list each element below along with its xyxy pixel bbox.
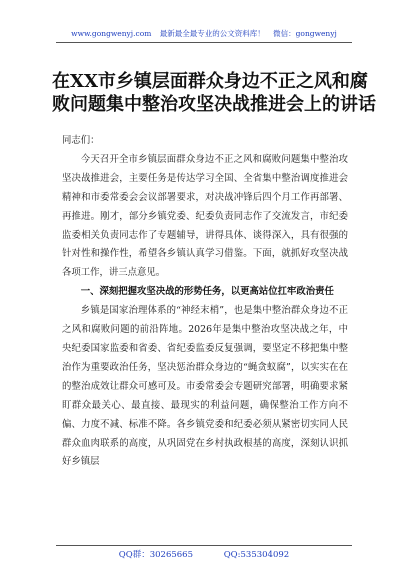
footer-qq-group: QQ群：30265665 — [118, 550, 193, 560]
footer-divider — [56, 545, 352, 546]
title-line-1: 在XX市乡镇层面群众身边不正之风和腐 — [52, 71, 368, 92]
section-heading-1: 一、深刻把握攻坚决战的形势任务，以更高站位扛牢政治责任 — [80, 286, 334, 298]
footer — [0, 548, 408, 560]
document-body — [62, 132, 348, 472]
header-site-link[interactable]: www.gongwenyj.com — [71, 29, 152, 38]
footer-qq-contact: QQ:535304092 — [223, 550, 290, 560]
header-divider — [56, 42, 352, 43]
salutation: 同志们： — [62, 135, 100, 146]
document-title — [52, 70, 376, 116]
header-slogan: 最新最全最专业的公文资料库！ — [159, 29, 265, 38]
paragraph-opening: 今天召开全市乡镇层面群众身边不正之风和腐败问题集中整治攻坚决战推进会，主要任务是传达学习全国、全省集中整治调度推进会精神和市委常委会会议部署要求，对决战冲锋后四个月工作再部署、再推进。刚才，部分乡镇党委、纪委负责同志作了交流发言，市纪委监委相关负责同志作了专题辅导，讲得具体、谈得深入，具有很强的针对性和操作性，希望各乡镇认真学习借鉴。下面，就抓好攻坚决战各项工作，讲三点意见。 — [62, 153, 348, 279]
header-wechat: 微信：gongwenyj — [273, 29, 337, 38]
paragraph-section-1: 乡镇是国家治理体系的“神经末梢”，也是集中整治群众身边不正之风和腐败问题的前沿阵地。2026年是集中整治攻坚决战之年，中央纪委国家监委和省委、省纪委监委反复强调，要坚定不移把集中整治作为重要政治任务，坚决惩治群众身边的“蝇贪蚁腐”，以实实在在的整治成效让群众可感可及。市委常委会专题研究部署，明确要求紧盯群众最关心、最直接、最现实的利益问题，确保整治工作方向不偏、力度不减、标准不降。各乡镇党委和纪委必须从紧密切实同人民群众血肉联系的高度，从巩固党在乡村执政根基的高度，深刻认识抓好乡镇层 — [62, 305, 348, 468]
title-line-2: 败问题集中整治攻坚决战推进会上的讲话 — [52, 94, 376, 115]
header-banner — [0, 28, 408, 39]
